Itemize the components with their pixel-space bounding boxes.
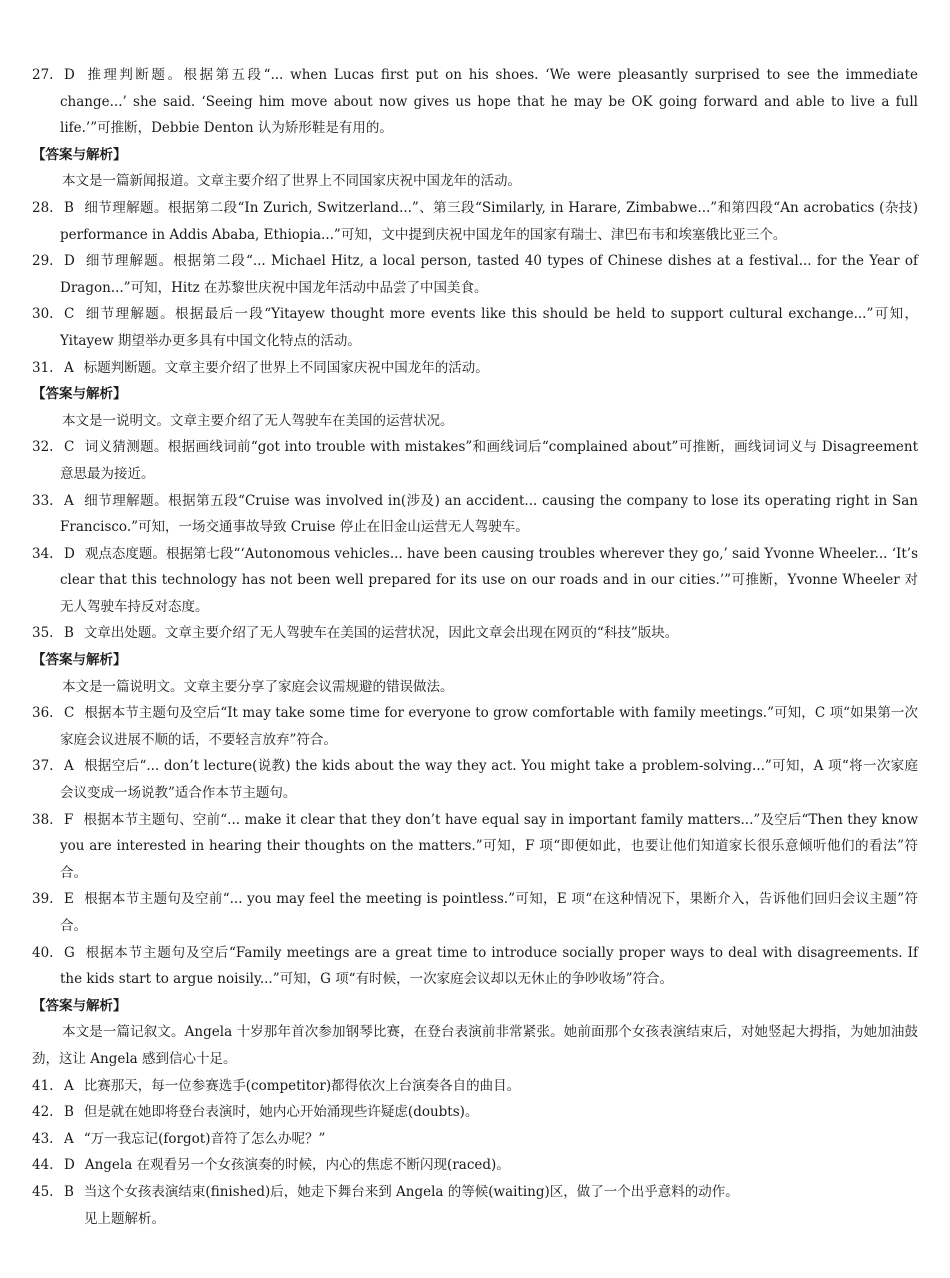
- answer-letter: G: [64, 944, 75, 961]
- answer-item: [32, 355, 918, 382]
- explanation-text: Angela 在观看另一个女孩演奏的时候，内心的焦虑不断闪现(raced)。: [84, 1157, 510, 1174]
- question-number: 29.: [32, 253, 54, 270]
- section-heading: 【答案与解析】: [32, 386, 127, 403]
- question-number: 45.: [32, 1183, 54, 1200]
- explanation-text: 根据本节主题句及空后“It may take some time for everyone to grow comfortable with family meetings.”可知，C 项“如果第一次家庭会议进展不顺的话，不要轻言放弃”符合。: [60, 705, 918, 748]
- answer-item: [32, 195, 918, 248]
- question-number: 43.: [32, 1130, 54, 1147]
- question-number: 35.: [32, 625, 54, 642]
- answer-letter: D: [64, 545, 75, 562]
- answer-letter: B: [64, 1104, 74, 1121]
- passage-summary: 本文是一说明文。文章主要介绍了无人驾驶车在美国的运营状况。: [62, 412, 454, 429]
- answer-item: [32, 62, 918, 142]
- question-number: 44.: [32, 1157, 54, 1174]
- question-number: 28.: [32, 199, 54, 216]
- answer-item: [32, 620, 918, 647]
- question-number: 27.: [32, 67, 54, 83]
- question-number: 36.: [32, 705, 54, 722]
- answer-item: [32, 1152, 918, 1179]
- answer-letter: D: [64, 253, 75, 270]
- answer-item: [32, 301, 918, 354]
- question-number: 38.: [32, 811, 54, 828]
- answer-letter: D: [64, 1157, 75, 1174]
- see-above-note: 见上题解析。: [84, 1210, 165, 1227]
- answer-letter: D: [64, 67, 75, 83]
- answer-letter: A: [64, 1130, 74, 1147]
- answer-item: [32, 488, 918, 541]
- explanation-text: 比赛那天，每一位参赛选手(competitor)都得依次上台演奏各自的曲目。: [83, 1077, 521, 1094]
- passage-summary: 本文是一篇记叙文。Angela 十岁那年首次参加钢琴比赛，在登台表演前非常紧张。她前面那个女孩表演结束后，对她竖起大拇指，为她加油鼓劲，这让 Angela 感到信心十足。: [32, 1024, 918, 1067]
- answer-letter: C: [64, 705, 75, 722]
- explanation-text: 细节理解题。根据第二段“In Zurich, Switzerland...”、第三段“Similarly, in Harare, Zimbabwe...”和第四段“An acrobatics (杂技) performance in Addis Ababa, Ethiopia...”可知，文中提到庆祝中国龙年的国家有瑞士、津巴布韦和埃塞俄比亚三个。: [60, 199, 918, 243]
- explanation-text: 词义猜测题。根据画线词前“got into trouble with mistakes”和画线词后“complained about”可推断，画线词词义与 Disagreement 意思最为接近。: [60, 439, 918, 482]
- answer-letter: B: [64, 1183, 74, 1200]
- answer-item: [32, 248, 918, 301]
- question-number: 39.: [32, 891, 54, 908]
- explanation-text: 推理判断题。根据第五段“... when Lucas first put on his shoes. ‘We were pleasantly surprised to see the immediate change...’ she said. ‘Seeing him move about now gives us hope that he may be OK going forward and able to live a full life.’”可推断，Debbie Denton 认为矫形鞋是有用的。: [60, 67, 918, 137]
- answer-item: [32, 807, 918, 887]
- answer-letter: B: [64, 199, 74, 216]
- answer-item: [32, 940, 918, 993]
- question-number: 34.: [32, 545, 54, 562]
- explanation-text: 细节理解题。根据第二段“... Michael Hitz, a local person, tasted 40 types of Chinese dishes at a festival... for the Year of Dragon...”可知，Hitz 在苏黎世庆祝中国龙年活动中品尝了中国美食。: [60, 253, 918, 296]
- question-number: 40.: [32, 944, 54, 961]
- answer-item: [32, 1099, 918, 1126]
- answer-item: [32, 700, 918, 753]
- answer-item: [32, 886, 918, 939]
- explanation-text: 细节理解题。根据最后一段“Yitayew thought more events like this should be held to support cultural exchange...”可知，Yitayew 期望举办更多具有中国文化特点的活动。: [60, 306, 918, 349]
- explanation-text: 观点态度题。根据第七段“‘Autonomous vehicles... have been causing troubles wherever they go,’ said Yvonne Wheeler... ‘It’s clear that this technology has not been well prepared for its use on our roads and in our cities.’”可推断，Yvonne Wheeler 对无人驾驶车持反对态度。: [60, 545, 918, 615]
- explanation-text: 根据本节主题句及空前“... you may feel the meeting is pointless.”可知，E 项“在这种情况下，果断介入，告诉他们回归会议主题”符合。: [60, 891, 918, 934]
- explanation-text: 但是就在她即将登台表演时，她内心开始涌现些许疑虑(doubts)。: [83, 1104, 479, 1121]
- explanation-text: 当这个女孩表演结束(finished)后，她走下舞台来到 Angela 的等候(waiting)区，做了一个出乎意料的动作。: [83, 1183, 739, 1200]
- explanation-text: 根据空后“... don’t lecture(说教) the kids about the way they act. You might take a problem-solving...”可知，A 项“将一次家庭会议变成一场说教”适合作本节主题句。: [60, 758, 918, 802]
- answer-item: [32, 1126, 918, 1153]
- answer-item: [32, 541, 918, 621]
- section-heading: 【答案与解析】: [32, 146, 127, 163]
- explanation-text: 根据本节主题句、空前“... make it clear that they don’t have equal say in important family matters...”及空后“Then they know you are interested in hearing their thoughts on the matters.”可知，F 项“即便如此，也要让他们知道家长很乐意倾听他们的看法”符合。: [60, 811, 918, 881]
- answer-letter: C: [64, 306, 75, 323]
- section-heading: 【答案与解析】: [32, 997, 127, 1014]
- answer-letter: B: [64, 625, 74, 642]
- question-number: 42.: [32, 1104, 54, 1121]
- explanation-text: 标题判断题。文章主要介绍了世界上不同国家庆祝中国龙年的活动。: [83, 359, 489, 376]
- explanation-text: 文章出处题。文章主要介绍了无人驾驶车在美国的运营状况，因此文章会出现在网页的“科技”版块。: [83, 625, 679, 642]
- question-number: 37.: [32, 758, 54, 775]
- answer-letter: C: [64, 439, 75, 456]
- answer-letter: A: [64, 492, 74, 509]
- question-number: 32.: [32, 439, 54, 456]
- answer-item: [32, 1179, 918, 1206]
- question-number: 41.: [32, 1077, 54, 1094]
- answer-item: [32, 1073, 918, 1100]
- question-number: 31.: [32, 359, 54, 376]
- passage-summary: 本文是一篇新闻报道。文章主要介绍了世界上不同国家庆祝中国龙年的活动。: [62, 173, 521, 190]
- question-number: 30.: [32, 306, 54, 323]
- answer-item: [32, 434, 918, 487]
- answer-letter: E: [64, 891, 74, 908]
- answer-item: [32, 753, 918, 806]
- answer-letter: A: [64, 758, 74, 775]
- explanation-text: 细节理解题。根据第五段“Cruise was involved in(涉及) an accident... causing the company to lose its operating right in San Francisco.”可知，一场交通事故导致 Cruise 停止在旧金山运营无人驾驶车。: [60, 492, 918, 536]
- answer-letter: A: [64, 1077, 74, 1094]
- passage-summary: 本文是一篇说明文。文章主要分享了家庭会议需规避的错误做法。: [62, 678, 454, 695]
- answer-letter: A: [64, 359, 74, 376]
- question-number: 33.: [32, 492, 54, 509]
- explanation-text: 根据本节主题句及空后“Family meetings are a great time to introduce socially proper ways to deal with disagreements. If the kids start to argue noisily...”可知，G 项“有时候，一次家庭会议却以无休止的争吵收场”符合。: [60, 944, 918, 988]
- section-heading: 【答案与解析】: [32, 652, 127, 669]
- explanation-text: “万一我忘记(forgot)音符了怎么办呢？”: [83, 1130, 326, 1147]
- answer-letter: F: [64, 811, 74, 828]
